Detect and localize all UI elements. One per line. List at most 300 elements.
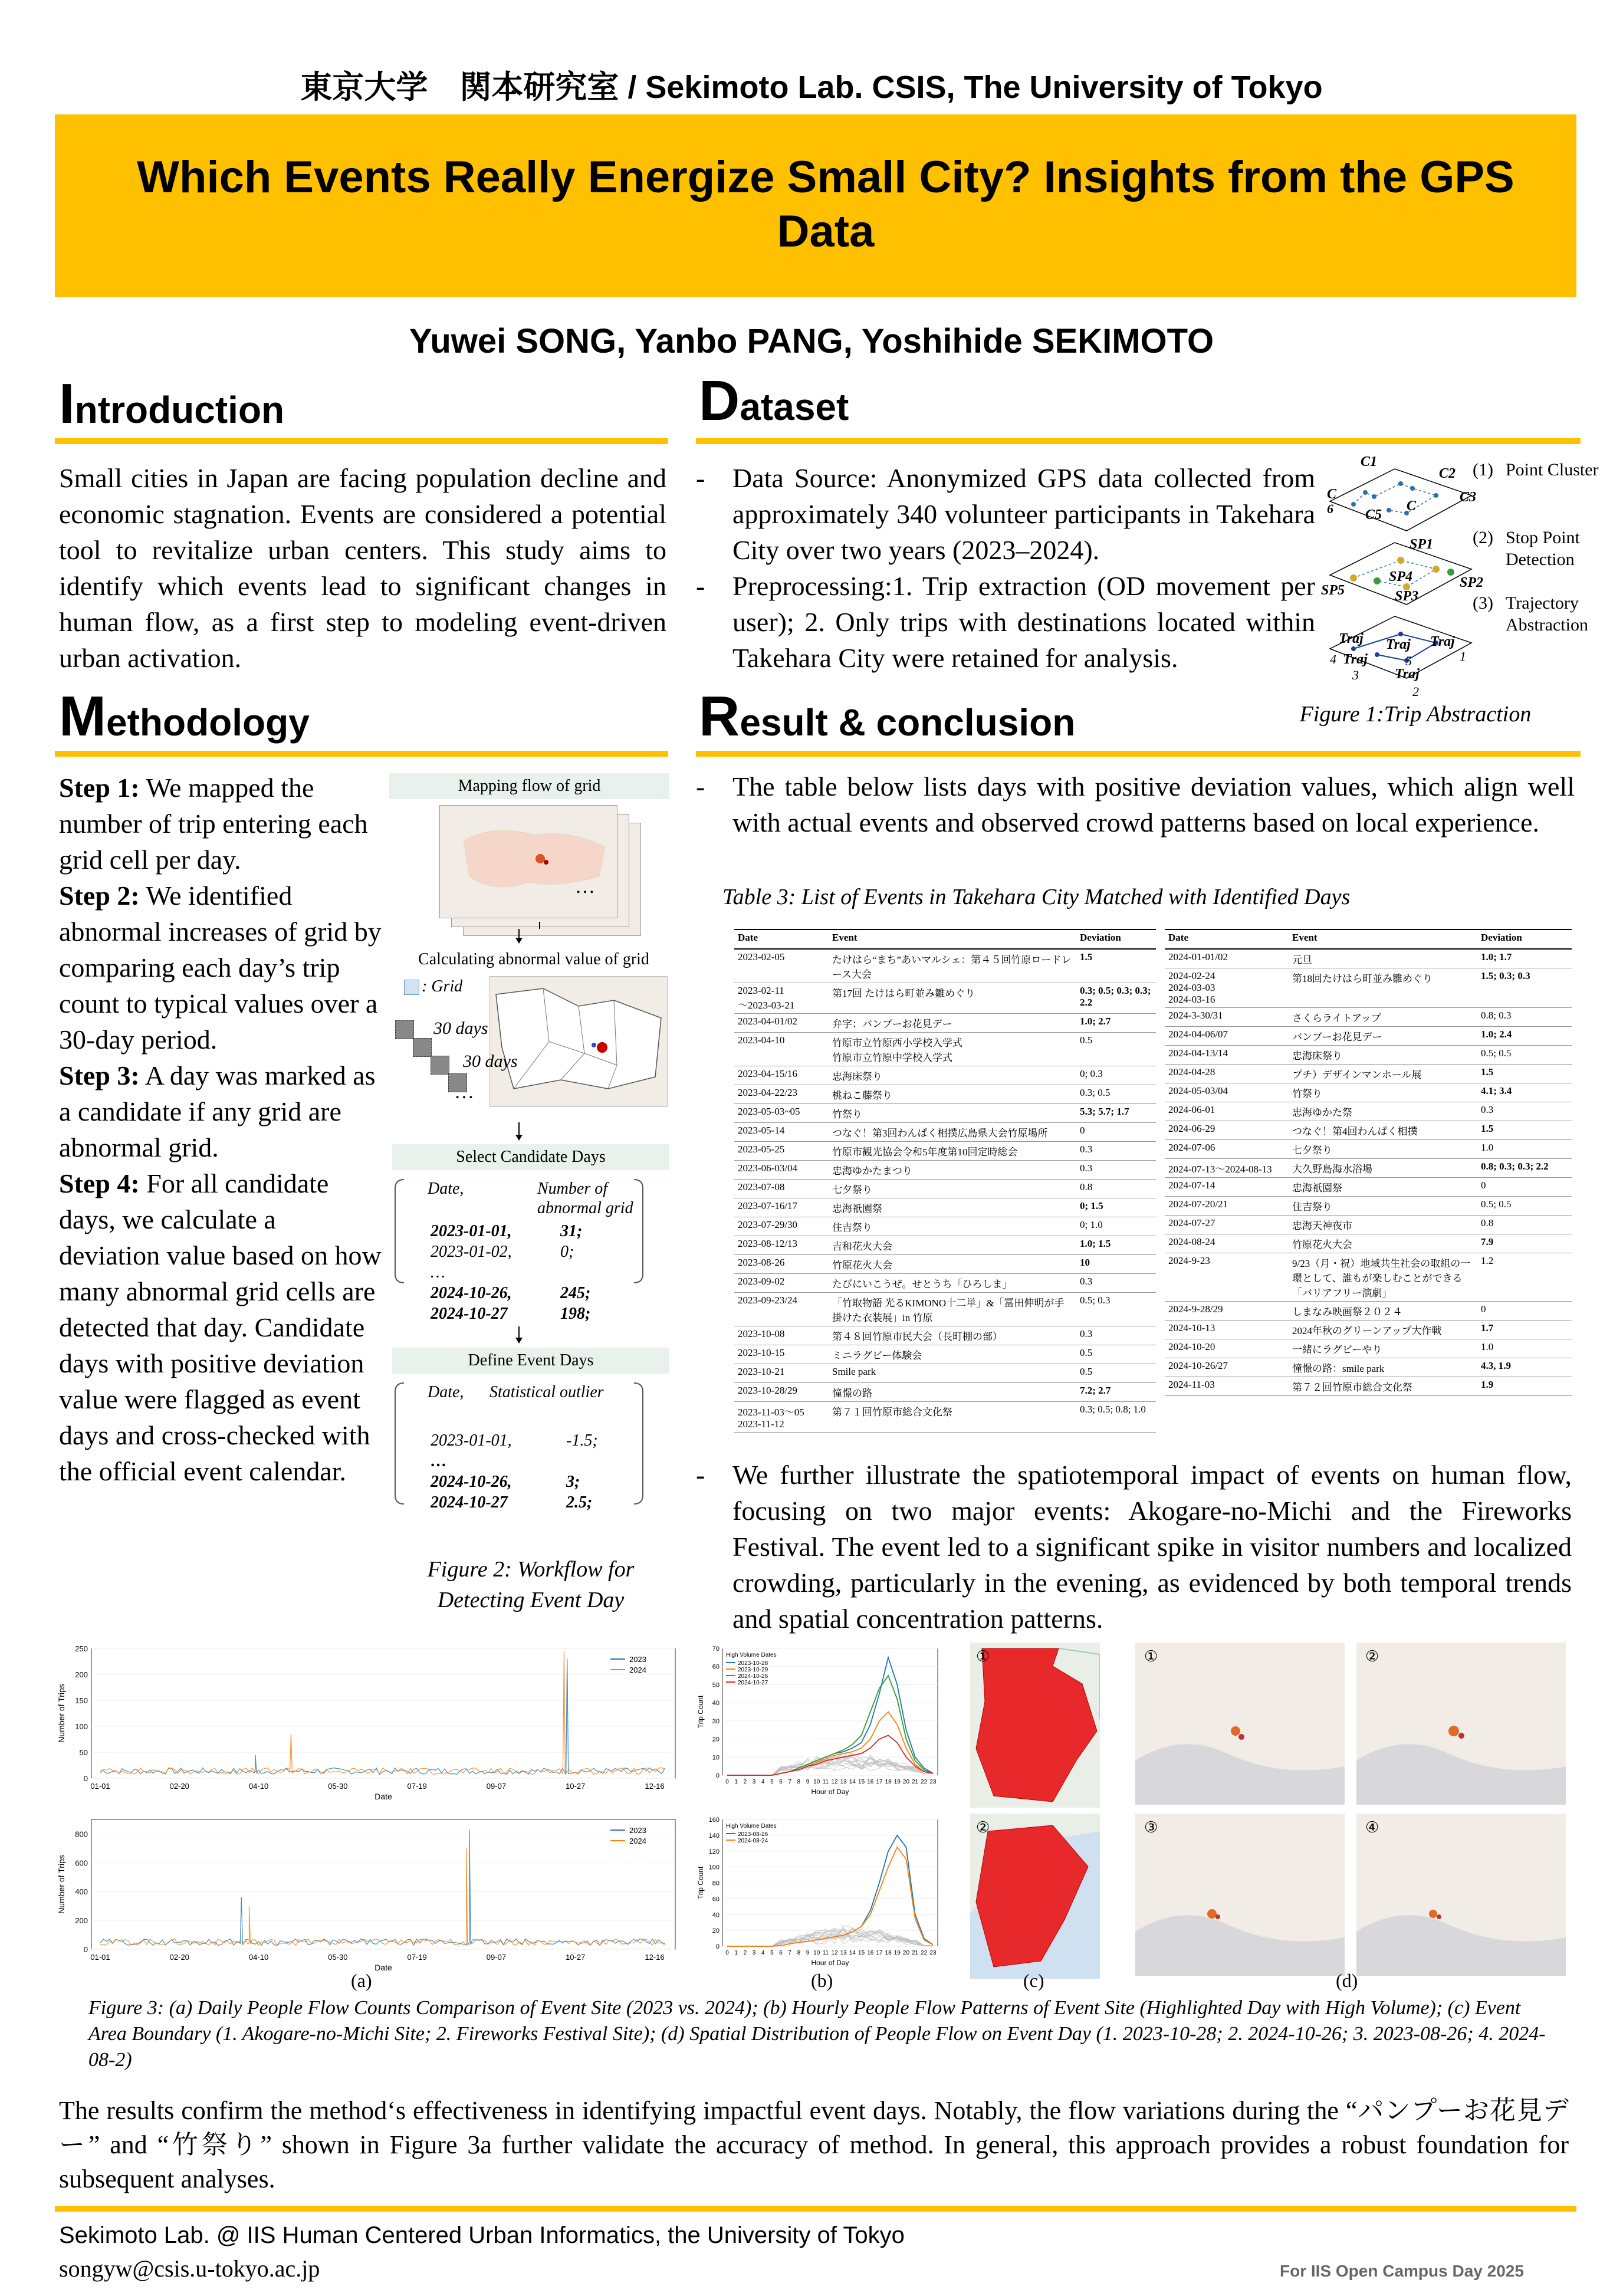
th-deviation: Deviation [1076, 929, 1156, 949]
th-event: Event [829, 929, 1076, 949]
grid-legend-swatch [404, 980, 419, 995]
table-row [1165, 1027, 1572, 1046]
fig1-c2: C2 [1439, 466, 1456, 481]
cell-event: 住吉祭り [829, 1217, 1076, 1236]
x-tick-label: 13 [840, 1950, 847, 1956]
fig1-c6: 6 [1327, 501, 1333, 516]
cell-event: たびにいこうぜ。せとうち「ひろしま」 [829, 1274, 1076, 1293]
y-tick-label: 50 [712, 1681, 719, 1689]
table-row [1165, 968, 1572, 1008]
x-axis-label: Hour of Day [811, 1788, 849, 1796]
workflow-row-date: 2024-10-26, [431, 1473, 512, 1491]
methodology-initial: M [59, 685, 106, 748]
fig3c-area-1 [970, 1643, 1100, 1808]
fig1-num-1: 1 [1460, 649, 1466, 663]
result-bullet-2: - We further illustrate the spatiotemporal impact of events on human flow, focusing on two major events: Akogare-no-Michi and the Fireworks Festival. The event led to a significant spike in visitor numbers and localized crowding, particularly in the evening, as evidenced by both temporal trends and spatial concentration patterns. [696, 1457, 1572, 1637]
y-tick-label: 40 [712, 1700, 719, 1707]
cell-date: 2024-04-06/07 [1165, 1027, 1289, 1046]
x-tick-label: 20 [902, 1950, 910, 1956]
fig1-num-4: 4 [1330, 652, 1336, 666]
workflow-row [431, 1303, 631, 1324]
table-row [734, 1180, 1156, 1198]
cell-deviation: 0.3 [1477, 1102, 1572, 1121]
y-tick-label: 250 [75, 1644, 88, 1653]
cell-event: つなぐ！第3回わんぱく相撲広島県大会竹原場所 [829, 1123, 1076, 1142]
table-row [734, 1345, 1156, 1364]
fig1-step2-num: (2) [1473, 528, 1493, 547]
cell-deviation: 4.1; 3.4 [1477, 1083, 1572, 1102]
wf-box-mapping: Mapping flow of grid [389, 773, 669, 799]
cell-deviation: 0.8; 0.3 [1477, 1008, 1572, 1027]
cell-event: 竹祭り [829, 1104, 1076, 1123]
y-tick-label: 20 [712, 1736, 719, 1743]
dataset-bullets [696, 460, 1315, 676]
fig3a-bottom-chart [56, 1811, 690, 1973]
grid-square-3 [431, 1056, 449, 1075]
x-tick-label: 15 [858, 1779, 865, 1785]
cell-deviation: 7.2; 2.7 [1076, 1383, 1156, 1402]
cell-deviation: 0 [1477, 1178, 1572, 1197]
fig1-step2-text2: Detection [1506, 550, 1575, 569]
cell-deviation: 0.3 [1076, 1161, 1156, 1180]
cell-deviation: 1.0; 2.4 [1477, 1027, 1572, 1046]
methodology-steps [59, 770, 383, 1489]
cell-date: 2024-3-30/31 [1165, 1008, 1289, 1027]
table-row [1165, 1065, 1572, 1083]
cell-deviation: 1.0; 1.7 [1477, 949, 1572, 968]
table-row [1165, 1377, 1572, 1396]
table-row [734, 1104, 1156, 1123]
cell-event: 竹原花火大会 [1289, 1234, 1477, 1253]
cell-date: 2023-07-08 [734, 1180, 829, 1198]
x-tick-label: 0 [725, 1779, 729, 1785]
table-row [734, 1383, 1156, 1402]
fig3d-heat-3 [1135, 1814, 1345, 1976]
cell-event: 忠海祇園祭 [1289, 1178, 1477, 1197]
table-row [1165, 1046, 1572, 1065]
workflow-row-value: 2.5; [566, 1493, 593, 1512]
table-row [1165, 1083, 1572, 1102]
x-tick-label: 11 [822, 1779, 829, 1785]
cell-event: 忠海ゆかたまつり [829, 1161, 1076, 1180]
y-axis-label: Trip Count [696, 1695, 705, 1729]
x-tick-label: 10-27 [566, 1953, 586, 1962]
wf-box-abnormal: Calculating abnormal value of grid [398, 947, 669, 973]
workflow-row [431, 1451, 631, 1471]
x-tick-label: 22 [921, 1950, 928, 1956]
fig1-c4: C [1327, 487, 1337, 502]
cell-date: 2023-04-01/02 [734, 1014, 829, 1033]
result-bullet-1-wrap [696, 768, 1575, 840]
event-table-left [734, 929, 1156, 1433]
y-tick-label: 50 [79, 1748, 88, 1757]
authors: Yuwei SONG, Yanbo PANG, Yoshihide SEKIMOTO [409, 322, 1214, 360]
event-table-left-wrap [734, 929, 1156, 1433]
table-row [734, 1085, 1156, 1104]
x-axis-label: Hour of Day [811, 1959, 849, 1967]
x-tick-label: 2 [743, 1779, 747, 1785]
cell-date: 2024-07-13～2024-08-13 [1165, 1159, 1289, 1178]
result-heading-rest: esult & conclusion [740, 701, 1076, 744]
fig1-step1-num: (1) [1473, 460, 1493, 479]
th-event: Event [1289, 929, 1477, 949]
cell-deviation: 10 [1076, 1255, 1156, 1274]
cell-date: 2023-11-03～05 2023-11-12 [734, 1402, 829, 1433]
fig1-step2-text1: Stop Point [1506, 528, 1580, 547]
cell-deviation: 0; 1.0 [1076, 1217, 1156, 1236]
y-tick-label: 0 [83, 1774, 88, 1783]
y-tick-label: 20 [712, 1927, 719, 1935]
cell-date: 2023-05-14 [734, 1123, 829, 1142]
cell-event: 竹原市観光協会令和5年度第10回定時総会 [829, 1142, 1076, 1161]
cell-deviation: 1.5 [1076, 949, 1156, 983]
x-tick-label: 22 [921, 1779, 928, 1785]
table-row [734, 1402, 1156, 1433]
x-tick-label: 9 [806, 1779, 810, 1785]
cell-date: 2023-04-10 [734, 1033, 829, 1066]
fig1-traj-3: Traj [1430, 634, 1455, 649]
cell-event: 第７２回竹原市総合文化祭 [1289, 1377, 1477, 1396]
table3-caption: Table 3: List of Events in Takehara City Matched with Identified Days [722, 885, 1351, 909]
cell-deviation: 0.5 [1076, 1364, 1156, 1383]
x-tick-label: 2 [743, 1950, 747, 1956]
wf-box-candidate: Select Candidate Days [392, 1144, 669, 1170]
cell-deviation: 0.3 [1076, 1274, 1156, 1293]
cell-deviation: 1.0 [1477, 1140, 1572, 1159]
fig1-sp3: SP3 [1395, 589, 1419, 604]
cell-deviation: 0.3; 0.5; 0.3; 0.3; 2.2 [1076, 983, 1156, 1014]
table-row [1165, 1140, 1572, 1159]
define-rows [431, 1430, 631, 1513]
fig1-sp5: SP5 [1321, 583, 1345, 598]
cell-deviation: 0.8 [1477, 1216, 1572, 1234]
table-row [734, 1274, 1156, 1293]
cell-event: 第７１回竹原市総合文化祭 [829, 1402, 1076, 1433]
cell-event: つなぐ！第4回わんぱく相撲 [1289, 1121, 1477, 1140]
fig1-step3-num: (3) [1473, 593, 1493, 613]
cell-event: 忠海祇園祭 [829, 1198, 1076, 1217]
fig1-c7: C [1407, 498, 1417, 514]
cell-deviation: 5.3; 5.7; 1.7 [1076, 1104, 1156, 1123]
result-initial: R [699, 685, 740, 748]
wf-30days-b: 30 days [463, 1052, 518, 1071]
x-tick-label: 02-20 [169, 1953, 189, 1962]
x-tick-label: 6 [779, 1950, 783, 1956]
x-tick-label: 14 [849, 1779, 856, 1785]
introduction-heading [59, 372, 284, 436]
step-2-label: Step 2: [59, 881, 140, 911]
table-row [1165, 1321, 1572, 1339]
workflow-row-date: 2024-10-27 [431, 1493, 508, 1512]
methodology-rule [55, 751, 668, 757]
x-tick-label: 1 [734, 1779, 738, 1785]
y-tick-label: 140 [708, 1832, 719, 1840]
y-axis-label: Number of Trips [57, 1855, 66, 1914]
dataset-bullet-2: - Preprocessing:1. Trip extraction (OD movement per user); 2. Only trips with destinations located within Takehara City were retained for analysis. [696, 568, 1315, 676]
x-tick-label: 9 [806, 1950, 810, 1956]
dataset-rule [696, 438, 1581, 444]
cell-date: 2023-04-15/16 [734, 1066, 829, 1085]
fig1-num-3: 3 [1352, 668, 1359, 682]
x-tick-label: 23 [929, 1950, 937, 1956]
fig1-traj-4: Traj [1343, 652, 1368, 667]
cell-date: 2023-09-02 [734, 1274, 829, 1293]
x-tick-label: 19 [893, 1950, 901, 1956]
step-3 [59, 1057, 383, 1165]
event-table-right-wrap [1165, 929, 1572, 1396]
cell-event: 2024年秋のグリーンアップ大作戦 [1289, 1321, 1477, 1339]
x-tick-label: 01-01 [90, 1782, 110, 1791]
x-tick-label: 18 [885, 1950, 892, 1956]
cell-date: 2023-07-16/17 [734, 1198, 829, 1217]
cell-deviation: 1.0; 2.7 [1076, 1014, 1156, 1033]
cell-event: バンブーお花見デー [1289, 1027, 1477, 1046]
x-tick-label: 10 [813, 1779, 820, 1785]
x-tick-label: 6 [779, 1779, 783, 1785]
x-tick-label: 5 [770, 1950, 774, 1956]
y-tick-label: 0 [715, 1772, 719, 1779]
step-3-label: Step 3: [59, 1060, 140, 1090]
x-tick-label: 11 [822, 1950, 829, 1956]
y-tick-label: 70 [712, 1645, 719, 1653]
cell-deviation: 1.5; 0.3; 0.3 [1477, 968, 1572, 1008]
workflow-row-value: 0; [560, 1243, 574, 1261]
x-tick-label: 23 [929, 1779, 937, 1785]
x-axis-label: Date [374, 1792, 392, 1801]
table-row [734, 1142, 1156, 1161]
footer-lab: Sekimoto Lab. @ IIS Human Centered Urban Informatics, the University of Tokyo [59, 2222, 905, 2248]
cell-event: 第４８回竹原市民大会（長町棚の部） [829, 1326, 1076, 1345]
step-4-text: For all candidate days, we calculate a deviation value based on how many abnormal grid cells are detected that day. Candidate days with positive deviation value were flagged as event days and cross-checked with the official event calendar. [59, 1168, 382, 1486]
table-row [1165, 1339, 1572, 1358]
th-date: Date [734, 929, 829, 949]
cell-date: 2024-07-06 [1165, 1140, 1289, 1159]
cell-event: 忠海天神夜市 [1289, 1216, 1477, 1234]
cell-deviation: 0; 0.3 [1076, 1066, 1156, 1085]
x-tick-label: 14 [849, 1950, 856, 1956]
fig3c-label-1: ① [976, 1647, 990, 1665]
workflow-row [431, 1492, 631, 1513]
fig3d-heat-2 [1356, 1643, 1566, 1805]
table-row [1165, 1159, 1572, 1178]
cell-deviation: 0.5 [1076, 1345, 1156, 1364]
cell-event: たけはら“まち”あいマルシェ：第４５回竹原ロードレース大会 [829, 949, 1076, 983]
workflow-row [431, 1262, 631, 1283]
table-row [734, 1123, 1156, 1142]
lab-header: 東京大学 関本研究室 / Sekimoto Lab. CSIS, The University of Tokyo [300, 70, 1323, 105]
x-tick-label: 10-27 [566, 1782, 586, 1791]
cell-deviation: 0.3; 0.5; 0.8; 1.0 [1076, 1402, 1156, 1433]
step-1-text: We mapped the number of trip entering each grid cell per day. [59, 773, 368, 875]
fig3d-label-1: ① [1144, 1647, 1158, 1665]
table-row [734, 983, 1156, 1014]
candidate-rows [431, 1221, 631, 1324]
y-axis-label: Trip Count [696, 1866, 705, 1900]
fig3d-label-2: ② [1365, 1647, 1379, 1665]
cell-event: 竹原花火大会 [829, 1255, 1076, 1274]
cell-deviation: 7.9 [1477, 1234, 1572, 1253]
legend-label: 2024 [629, 1666, 646, 1674]
x-tick-label: 02-20 [169, 1782, 189, 1791]
workflow-row-value: -1.5; [566, 1431, 598, 1450]
table-header-row [734, 929, 1156, 949]
y-tick-label: 200 [75, 1916, 88, 1926]
table-row [734, 1066, 1156, 1085]
y-tick-label: 60 [712, 1896, 719, 1903]
conclusion-text: The results confirm the method‘s effectiveness in identifying impactful event days. Notably, the flow variations during the “パンプーお花見デー” and “竹祭り” shown in Figure 3a further validate the accuracy of method. In general, this approach provides a robust foundation for subsequent analyses. [59, 2096, 1569, 2193]
fig1-sp4: SP4 [1389, 569, 1413, 584]
cell-date: 2024-08-24 [1165, 1234, 1289, 1253]
legend-label: 2023-08-26 [738, 1831, 768, 1838]
cell-deviation: 0 [1477, 1302, 1572, 1321]
cell-deviation: 1.0 [1477, 1339, 1572, 1358]
cell-deviation: 0 [1076, 1123, 1156, 1142]
fig3d-map-2 [1356, 1643, 1566, 1805]
x-tick-label: 21 [912, 1779, 919, 1785]
wf-box-define: Define Event Days [392, 1348, 669, 1374]
table-row [734, 949, 1156, 983]
table-row [734, 1161, 1156, 1180]
table-row [1165, 1216, 1572, 1234]
fig3c-area-2 [970, 1814, 1100, 1979]
cell-deviation: 0.3; 0.5 [1076, 1085, 1156, 1104]
workflow-row-date: 2023-01-01, [431, 1222, 512, 1240]
fig3c-map-1 [970, 1643, 1100, 1808]
cell-deviation: 1.5 [1477, 1065, 1572, 1083]
y-axis-label: Number of Trips [57, 1684, 66, 1743]
y-tick-label: 30 [712, 1717, 719, 1725]
table-row [734, 1255, 1156, 1274]
y-tick-label: 0 [83, 1945, 88, 1954]
cell-date: 2024-11-03 [1165, 1377, 1289, 1396]
step-2 [59, 878, 383, 1057]
cell-deviation: 1.2 [1477, 1253, 1572, 1302]
result-bullet-1: - The table below lists days with positive deviation values, which align well with actual events and observed crowd patterns based on local experience. [696, 768, 1575, 840]
x-tick-label: 3 [752, 1779, 756, 1785]
cell-date: 2023-08-12/13 [734, 1236, 829, 1255]
workflow-row [431, 1283, 631, 1303]
cell-event: 元旦 [1289, 949, 1477, 968]
fig1-traj-5: Traj [1395, 666, 1420, 682]
cell-deviation: 0.5; 0.5 [1477, 1046, 1572, 1065]
workflow-row-value: 3; [566, 1473, 580, 1491]
cell-date: 2024-06-01 [1165, 1102, 1289, 1121]
fig3d-heat-4 [1356, 1814, 1566, 1976]
wf-dots-2: … [454, 1081, 474, 1103]
fig3d-map-3 [1135, 1814, 1345, 1976]
figure1-caption: Figure 1:Trip Abstraction [1299, 702, 1532, 727]
cell-event: 吉和花火大会 [829, 1236, 1076, 1255]
y-tick-label: 10 [712, 1754, 719, 1762]
fig1-step3-text1: Trajectory [1506, 593, 1579, 613]
cell-date: 2024-05-03/04 [1165, 1083, 1289, 1102]
cell-date: 2024-9-23 [1165, 1253, 1289, 1302]
fig3-label-b: (b) [811, 1970, 833, 1991]
footer-email[interactable]: songyw@csis.u-tokyo.ac.jp [59, 2255, 320, 2282]
x-tick-label: 07-19 [407, 1782, 427, 1791]
fig1-c1: C1 [1361, 454, 1378, 469]
y-tick-label: 600 [75, 1858, 88, 1868]
fig3d-map-4 [1356, 1814, 1566, 1976]
legend-title: High Volume Dates [726, 1823, 777, 1829]
x-tick-label: 15 [858, 1950, 865, 1956]
cell-date: 2024-10-20 [1165, 1339, 1289, 1358]
fig3c-map-2 [970, 1814, 1100, 1979]
cell-event: 桃ねこ藤祭り [829, 1085, 1076, 1104]
cell-deviation: 0.8; 0.3; 0.3; 2.2 [1477, 1159, 1572, 1178]
cell-event: 竹原市立竹原西小学校入学式 竹原市立竹原中学校入学式 [829, 1033, 1076, 1066]
cell-event: 忠海床祭り [829, 1066, 1076, 1085]
y-tick-label: 60 [712, 1663, 719, 1671]
cell-date: 2023-10-08 [734, 1326, 829, 1345]
table-row [1165, 1121, 1572, 1140]
fig3b-top-chart [696, 1640, 944, 1802]
table-row [734, 1217, 1156, 1236]
table-row [1165, 1234, 1572, 1253]
x-tick-label: 17 [876, 1779, 883, 1785]
cand-h2: Number of [537, 1180, 607, 1198]
legend-label: 2023 [629, 1826, 646, 1835]
methodology-heading-rest: ethodology [106, 701, 310, 744]
table-row [1165, 1197, 1572, 1216]
dataset-initial: D [699, 369, 740, 432]
x-tick-label: 16 [867, 1779, 874, 1785]
cell-date: 2023-09-23/24 [734, 1293, 829, 1326]
cell-date: 2024-07-20/21 [1165, 1197, 1289, 1216]
table-row [734, 1364, 1156, 1383]
grid-legend-text: : Grid [422, 977, 463, 996]
x-tick-label: 12-16 [645, 1782, 665, 1791]
fig3-label-d: (d) [1336, 1970, 1358, 1991]
x-tick-label: 1 [734, 1950, 738, 1956]
fig1-step3-text2: Abstraction [1506, 615, 1588, 635]
fig1-sp1: SP1 [1410, 537, 1434, 552]
fig3d-label-4: ④ [1365, 1818, 1379, 1836]
wf-dots-1: … [575, 876, 595, 898]
footer-event: For IIS Open Campus Day 2025 [1280, 2262, 1524, 2280]
cell-event: 9/23（月・祝）地域共生社会の取組の一環として、誰もが楽しむことができる「バリアフリー演劇」 [1289, 1253, 1477, 1302]
cell-deviation: 0.3 [1076, 1142, 1156, 1161]
methodology-heading [59, 684, 310, 749]
cell-date: 2024-02-24 2024-03-03 2024-03-16 [1165, 968, 1289, 1008]
poster-title: Which Events Really Energize Small City? Insights from the GPS Data [137, 152, 1514, 257]
cell-date: 2023-04-22/23 [734, 1085, 829, 1104]
grid-square-1 [395, 1020, 414, 1039]
dataset-heading [699, 369, 849, 433]
cell-date: 2023-05-25 [734, 1142, 829, 1161]
cell-event: 第18回たけはら町並み雛めぐり [1289, 968, 1477, 1008]
cell-date: 2024-10-13 [1165, 1321, 1289, 1339]
workflow-row-date: 2023-01-02, [431, 1243, 512, 1261]
table-row [734, 1326, 1156, 1345]
footer-rule [55, 2206, 1576, 2212]
x-tick-label: 17 [876, 1950, 883, 1956]
cand-h3: abnormal grid [537, 1199, 633, 1217]
th-deviation: Deviation [1477, 929, 1572, 949]
cell-event: 七夕祭り [1289, 1140, 1477, 1159]
x-tick-label: 19 [893, 1779, 901, 1785]
legend-title: High Volume Dates [726, 1652, 777, 1658]
table-row [1165, 1302, 1572, 1321]
table-row [734, 1236, 1156, 1255]
table-row [1165, 1178, 1572, 1197]
cell-deviation: 0; 1.5 [1076, 1198, 1156, 1217]
grid-square-2 [413, 1038, 432, 1057]
def-h2: Statistical outlier [489, 1383, 604, 1401]
result-bullet-2-wrap [696, 1457, 1572, 1637]
wf-map-detail [489, 976, 668, 1107]
cell-deviation: 1.9 [1477, 1377, 1572, 1396]
